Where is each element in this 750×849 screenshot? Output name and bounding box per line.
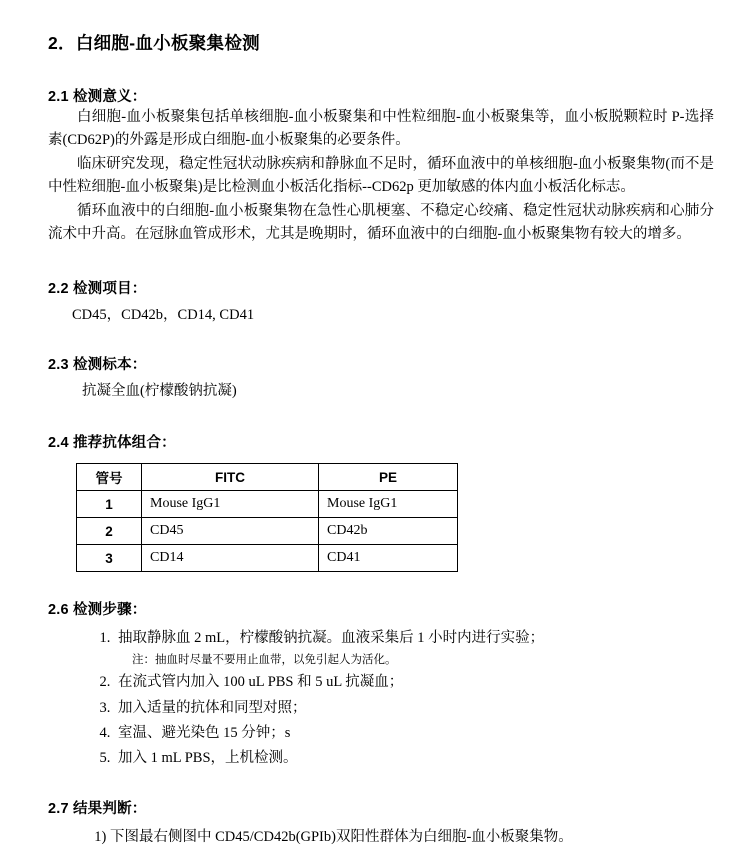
result-text: 下图最右侧图中 CD45/CD42b(GPIb)双阳性群体为白细胞-血小板聚集物。 (110, 828, 573, 845)
cell-pe: CD41 (319, 545, 458, 572)
cell-pe: Mouse IgG1 (319, 491, 458, 518)
section-heading-2-3: 2.3 检测标本： (48, 357, 147, 374)
paragraph-2-1-2: 临床研究发现，稳定性冠状动脉疾病和静脉血不足时，循环血液中的单核细胞-血小板聚集物(而不是中性粒细胞-血小板聚集)是比检测血小板活化指标--CD62p 更加敏感的体内血小板活化标志。 (48, 155, 714, 196)
cell-fitc: Mouse IgG1 (142, 491, 319, 518)
step-text: 在流式管内加入 100 uL PBS 和 5 uL 抗凝血； (118, 674, 404, 691)
section-detection-significance (48, 85, 714, 247)
step-text: 加入 1 mL PBS，上机检测。 (118, 750, 298, 767)
list-item (114, 722, 714, 745)
step-text: 抽取静脉血 2 mL，柠檬酸钠抗凝。血液采集后 1 小时内进行实验； (118, 630, 545, 647)
cell-tube-no: 2 (77, 518, 142, 545)
step-text: 室温、避光染色 15 分钟；s (118, 724, 291, 741)
section-heading-2-6: 2.6 检测步骤： (48, 602, 147, 619)
step-note: 注：抽血时尽量不要用止血带，以免引起人为活化。 (132, 653, 397, 666)
specimen-value: 抗凝全血(柠檬酸钠抗凝) (82, 383, 237, 400)
section-antibody-panel (48, 431, 714, 572)
list-item (114, 697, 714, 720)
page-title: 2．白细胞-血小板聚集检测 (48, 33, 260, 53)
section-heading-2-1: 2.1 检测意义： (48, 89, 147, 105)
list-item (110, 826, 714, 849)
list-item (114, 747, 714, 770)
list-item (114, 671, 714, 694)
section-detection-items (48, 277, 714, 327)
step-text: 加入适量的抗体和同型对照； (118, 699, 307, 716)
section-result-interpretation (48, 797, 714, 849)
section-heading-2-7: 2.7 结果判断： (48, 800, 147, 817)
cell-pe: CD42b (319, 518, 458, 545)
table-row (77, 518, 458, 545)
result-list (48, 826, 714, 849)
section-specimen (48, 353, 714, 403)
cell-fitc: CD14 (142, 545, 319, 572)
cell-tube-no: 1 (77, 491, 142, 518)
antibody-combination-table (76, 463, 458, 572)
header-fitc: FITC (142, 464, 319, 491)
table-row (77, 491, 458, 518)
header-tube-no: 管号 (77, 464, 142, 491)
table-header-row (77, 464, 458, 491)
paragraph-2-1-1: 白细胞-血小板聚集包括单核细胞-血小板聚集和中性粒细胞-血小板聚集等，血小板脱颗粒时 P-选择素(CD62P)的外露是形成白细胞-血小板聚集的必要条件。 (48, 109, 714, 149)
section-procedure (48, 598, 714, 771)
cell-fitc: CD45 (142, 518, 319, 545)
header-pe: PE (319, 464, 458, 491)
detection-items-value: CD45，CD42b，CD14, CD41 (72, 306, 255, 323)
section-heading-2-2: 2.2 检测项目： (48, 280, 147, 297)
section-heading-2-4: 2.4 推荐抗体组合： (48, 435, 176, 452)
list-item (114, 627, 714, 669)
paragraph-2-1-3: 循环血液中的白细胞-血小板聚集物在急性心肌梗塞、不稳定心绞痛、稳定性冠状动脉疾病和心肺分流术中升高。在冠脉血管成形术，尤其是晚期时，循环血液中的白细胞-血小板聚集物有较大的增多。 (48, 202, 714, 243)
cell-tube-no: 3 (77, 545, 142, 572)
table-row (77, 545, 458, 572)
procedure-step-list (48, 627, 714, 771)
